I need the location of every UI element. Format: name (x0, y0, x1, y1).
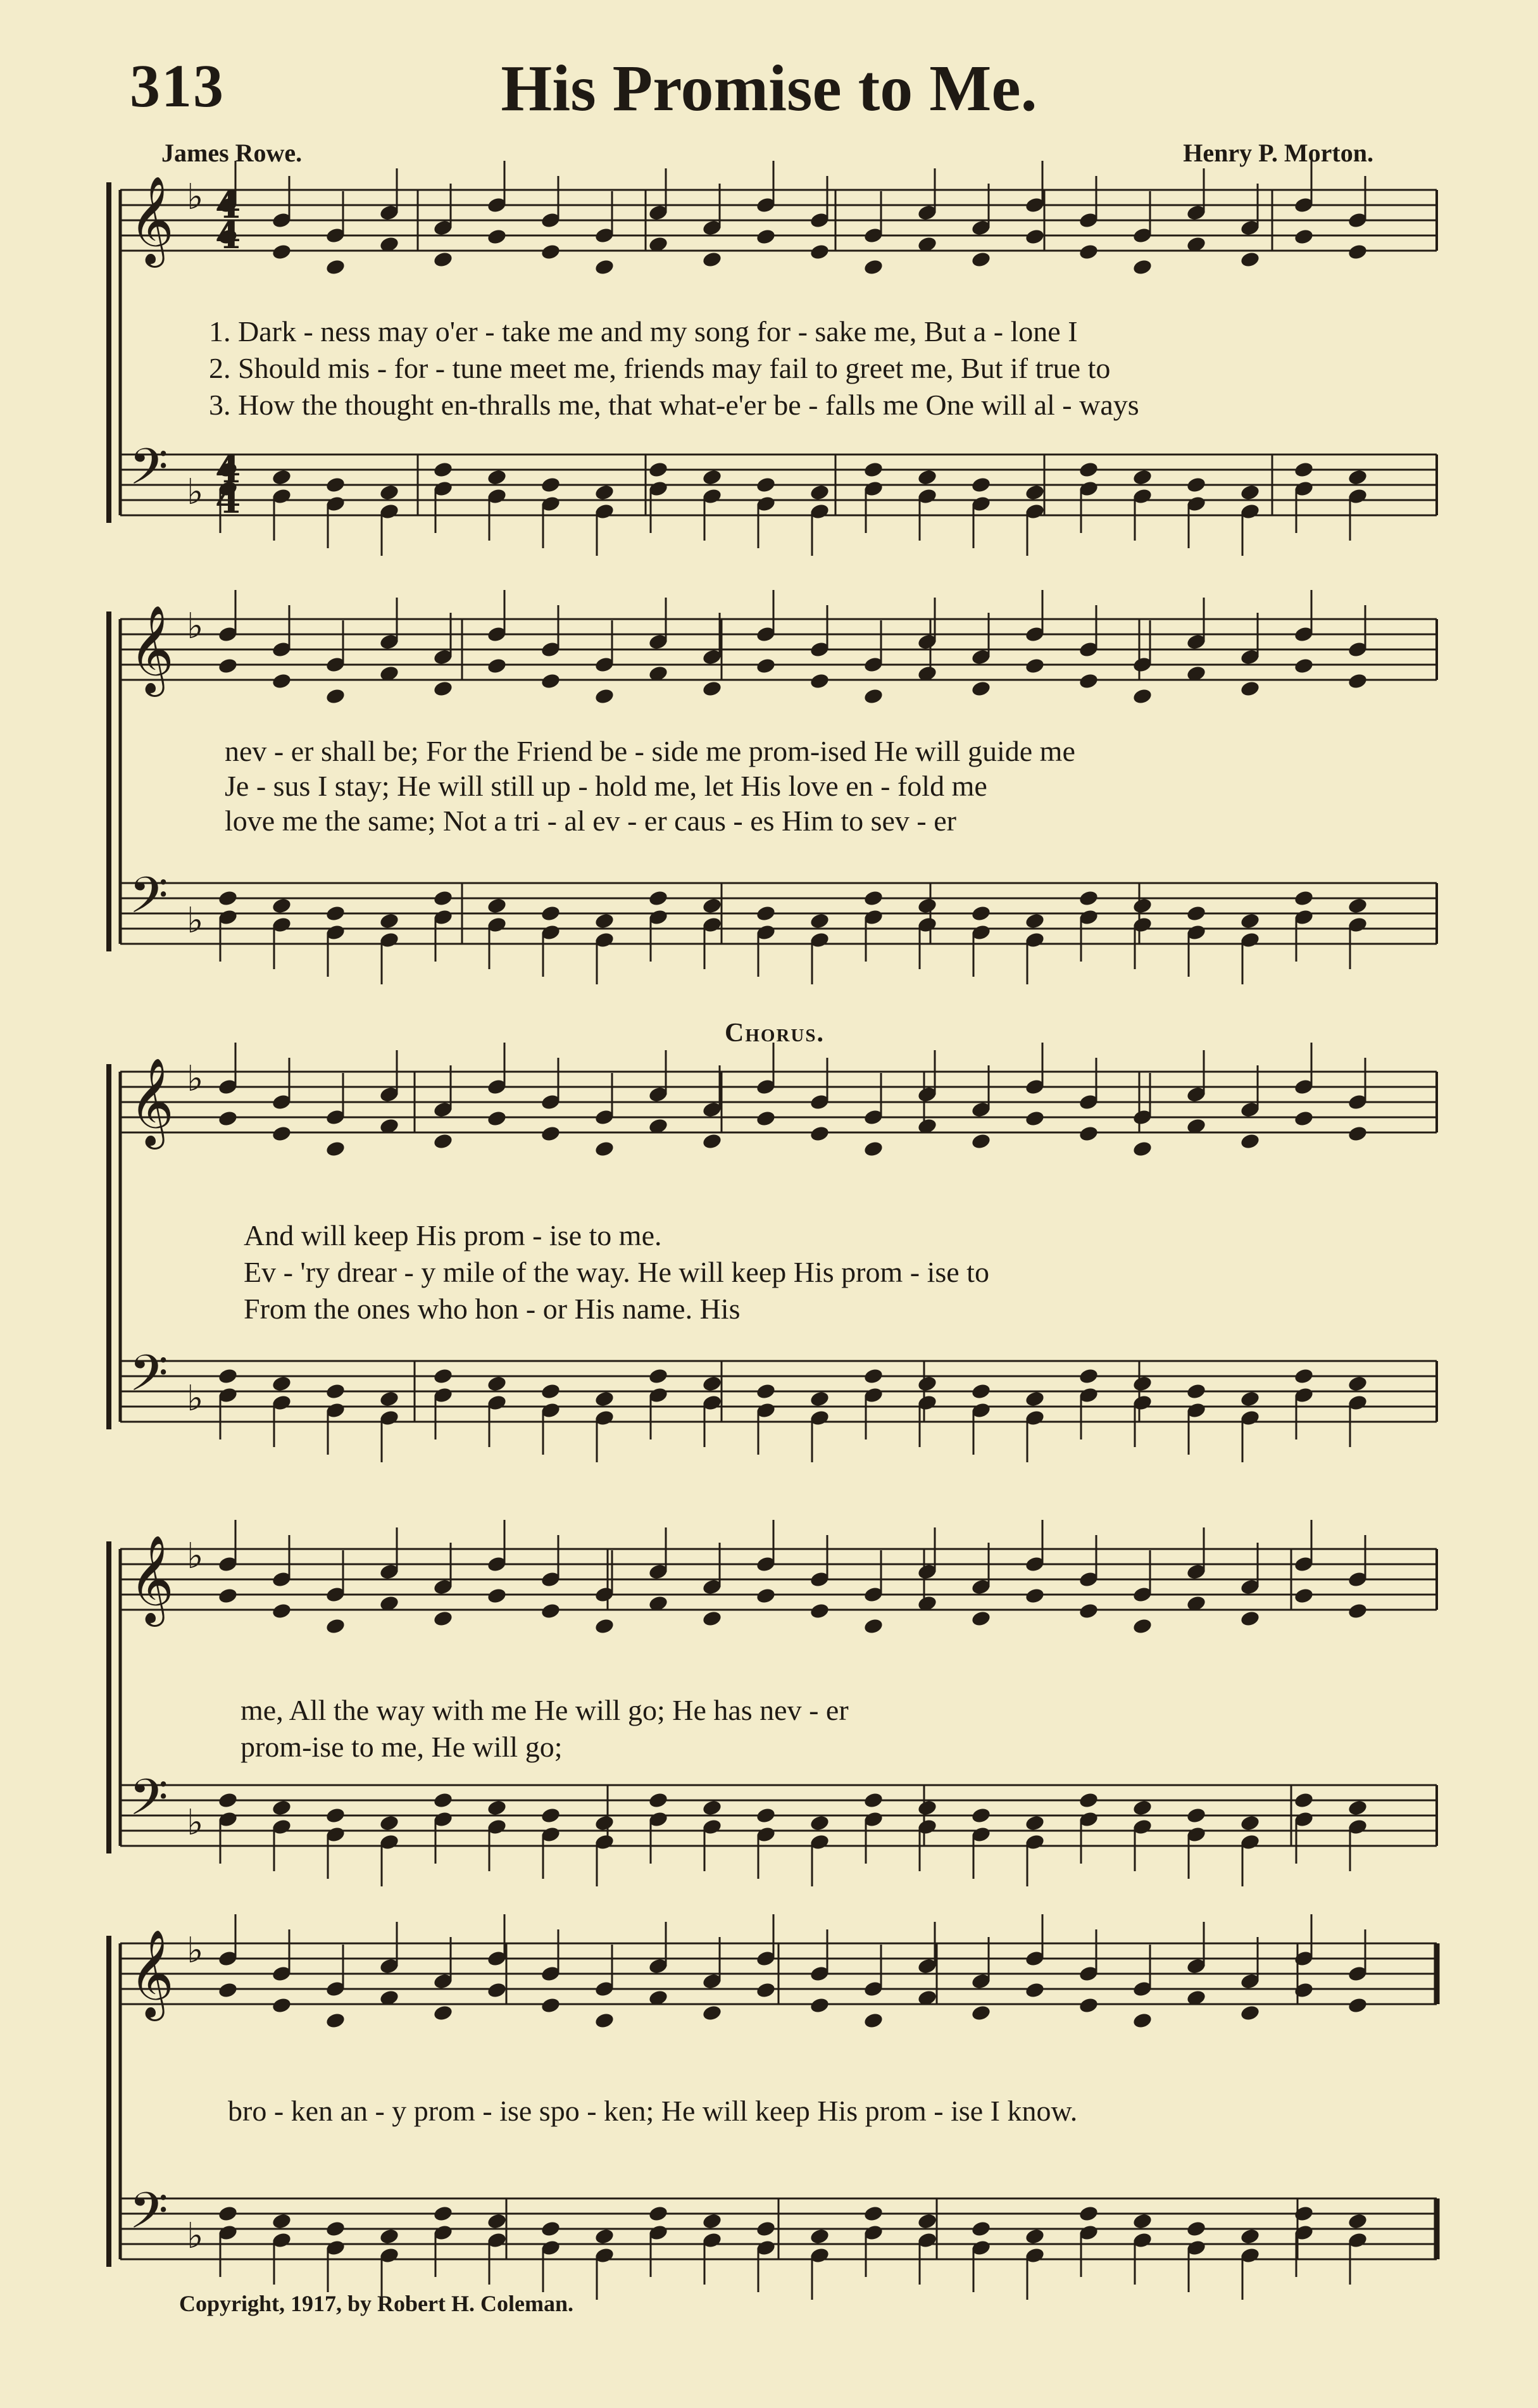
note-head (970, 1807, 991, 1824)
note-head (486, 1375, 507, 1393)
note-head (1347, 243, 1368, 261)
flat-key-signature-icon: ♭ (187, 900, 204, 941)
note-head (1239, 2228, 1260, 2245)
note-head (1024, 1814, 1045, 1832)
note-head (540, 1383, 561, 1400)
note-head (755, 1110, 776, 1127)
note-head (594, 687, 615, 705)
note-head (594, 912, 615, 930)
note-head (1024, 1587, 1045, 1605)
note-head (809, 912, 830, 930)
note-head (755, 905, 776, 922)
note-head (1078, 1367, 1099, 1385)
note-head (486, 1587, 507, 1605)
note-head (970, 476, 991, 494)
treble-clef-icon: 𝄞 (129, 1929, 174, 2017)
note-head (1293, 1587, 1314, 1605)
flat-key-signature-icon: ♭ (187, 1536, 204, 1577)
note-head (1024, 912, 1045, 930)
note-head (863, 1617, 884, 1635)
note-head (1078, 2205, 1099, 2223)
note-head (1132, 1617, 1153, 1635)
bass-clef-icon: 𝄢 (129, 1344, 168, 1415)
note-head (1293, 228, 1314, 246)
note-head (1293, 1791, 1314, 1809)
note-head (1347, 468, 1368, 486)
note-head (271, 897, 292, 915)
note-head (1239, 1132, 1260, 1150)
note-head (432, 251, 453, 268)
note-head (863, 1791, 884, 1809)
note-head (540, 2220, 561, 2238)
note-head (809, 672, 830, 690)
note-head (916, 897, 937, 915)
note-head (755, 1807, 776, 1824)
treble-clef-icon: 𝄞 (129, 605, 174, 693)
note-head (1078, 1791, 1099, 1809)
note-head (378, 484, 399, 501)
note-head (540, 672, 561, 690)
bass-clef-icon: 𝄢 (129, 437, 168, 508)
flat-key-signature-icon: ♭ (187, 2216, 204, 2257)
note-head (1239, 251, 1260, 268)
note-head (809, 1997, 830, 2014)
note-head (1293, 889, 1314, 907)
note-head (701, 1375, 722, 1393)
note-head (432, 2004, 453, 2022)
note-head (325, 687, 346, 705)
note-head (916, 1799, 937, 1817)
note-head (1293, 657, 1314, 675)
note-head (432, 2205, 453, 2223)
note-head (432, 1132, 453, 1150)
note-head (970, 2220, 991, 2238)
treble-clef-icon: 𝄞 (129, 1535, 174, 1623)
note-head (432, 461, 453, 479)
note-head (1293, 1110, 1314, 1127)
note-head (217, 1367, 238, 1385)
note-head (217, 1110, 238, 1127)
note-head (432, 1610, 453, 1627)
note-head (1078, 672, 1099, 690)
note-head (594, 1390, 615, 1408)
lyric-line: prom-ise to me, He will go; (241, 1731, 563, 1763)
note-head (325, 1617, 346, 1635)
note-head (1185, 476, 1206, 494)
note-head (1239, 680, 1260, 698)
bass-clef-icon: 𝄢 (129, 866, 168, 937)
note-head (432, 889, 453, 907)
note-head (916, 1375, 937, 1393)
note-head (755, 1981, 776, 1999)
note-head (755, 2220, 776, 2238)
note-head (970, 905, 991, 922)
note-head (271, 1602, 292, 1620)
note-head (970, 2004, 991, 2022)
copyright-notice: Copyright, 1917, by Robert H. Coleman. (179, 2291, 573, 2316)
lyric-line: bro - ken an - y prom - ise spo - ken; He will keep His prom - ise I know. (228, 2095, 1078, 2127)
note-head (1132, 2012, 1153, 2029)
note-head (1239, 1814, 1260, 1832)
note-head (755, 657, 776, 675)
time-signature: 4 (215, 479, 241, 522)
note-head (1185, 1383, 1206, 1400)
chorus-label: Chorus. (725, 1019, 825, 1048)
note-head (863, 687, 884, 705)
note-head (486, 897, 507, 915)
note-head (217, 1791, 238, 1809)
note-head (647, 889, 668, 907)
treble-clef-icon: 𝄞 (129, 1058, 174, 1146)
note-head (432, 1367, 453, 1385)
note-head (271, 243, 292, 261)
note-head (755, 1383, 776, 1400)
note-head (863, 1140, 884, 1158)
note-head (217, 889, 238, 907)
note-head (647, 1791, 668, 1809)
note-head (486, 1981, 507, 1999)
composer-credit: Henry P. Morton. (1183, 139, 1373, 167)
note-head (540, 1807, 561, 1824)
note-head (486, 228, 507, 246)
lyric-line: Je - sus I stay; He will still up - hold me, let His love en - fold me (225, 770, 987, 802)
note-head (809, 1125, 830, 1143)
note-head (486, 2212, 507, 2230)
note-head (486, 1799, 507, 1817)
note-head (325, 905, 346, 922)
note-head (1239, 912, 1260, 930)
note-head (1024, 484, 1045, 501)
note-head (432, 1791, 453, 1809)
note-head (1185, 2220, 1206, 2238)
note-head (755, 228, 776, 246)
note-head (540, 243, 561, 261)
note-head (594, 2228, 615, 2245)
note-head (1024, 1110, 1045, 1127)
note-head (217, 2205, 238, 2223)
note-head (647, 1367, 668, 1385)
flat-key-signature-icon: ♭ (187, 1058, 204, 1100)
note-head (863, 258, 884, 276)
note-head (1024, 2228, 1045, 2245)
lyric-line: nev - er shall be; For the Friend be - side me prom-ised He will guide me (225, 735, 1075, 767)
lyricist-credit: James Rowe. (161, 139, 303, 167)
note-head (271, 2212, 292, 2230)
note-head (701, 2212, 722, 2230)
note-head (325, 1807, 346, 1824)
note-head (701, 468, 722, 486)
flat-key-signature-icon: ♭ (187, 606, 204, 647)
note-head (217, 1587, 238, 1605)
note-head (594, 1617, 615, 1635)
note-head (916, 468, 937, 486)
note-head (540, 476, 561, 494)
note-head (701, 1799, 722, 1817)
note-head (325, 1383, 346, 1400)
note-head (809, 1390, 830, 1408)
note-head (863, 2012, 884, 2029)
note-head (486, 657, 507, 675)
note-head (217, 657, 238, 675)
note-head (1185, 905, 1206, 922)
note-head (1078, 1997, 1099, 2014)
flat-key-signature-icon: ♭ (187, 1930, 204, 1971)
flat-key-signature-icon: ♭ (187, 177, 204, 218)
note-head (1239, 1610, 1260, 1627)
note-head (1347, 2212, 1368, 2230)
lyric-line: Ev - 'ry drear - y mile of the way. He will keep His prom - ise to (244, 1256, 989, 1288)
note-head (1239, 2004, 1260, 2022)
lyric-line: And will keep His prom - ise to me. (244, 1219, 662, 1251)
note-head (594, 258, 615, 276)
note-head (271, 1997, 292, 2014)
note-head (540, 1125, 561, 1143)
note-head (1293, 1981, 1314, 1999)
note-head (540, 1602, 561, 1620)
note-head (378, 1390, 399, 1408)
note-head (1132, 2212, 1153, 2230)
note-head (378, 1814, 399, 1832)
note-head (755, 1587, 776, 1605)
note-head (970, 251, 991, 268)
note-head (594, 1814, 615, 1832)
note-head (701, 251, 722, 268)
note-head (1132, 1375, 1153, 1393)
note-head (1347, 1799, 1368, 1817)
note-head (970, 1610, 991, 1627)
note-head (970, 1132, 991, 1150)
note-head (540, 905, 561, 922)
lyric-line: me, All the way with me He will go; He has nev - er (241, 1694, 849, 1726)
note-head (486, 1110, 507, 1127)
note-head (271, 1799, 292, 1817)
note-head (916, 2212, 937, 2230)
note-head (1024, 657, 1045, 675)
note-head (1132, 258, 1153, 276)
note-head (701, 897, 722, 915)
lyric-line: 1. Dark - ness may o'er - take me and my song for - sake me, But a - lone I (209, 315, 1078, 348)
note-head (1239, 1390, 1260, 1408)
note-head (1347, 897, 1368, 915)
note-head (1078, 1602, 1099, 1620)
note-head (325, 2012, 346, 2029)
note-head (863, 461, 884, 479)
note-head (1132, 687, 1153, 705)
note-head (647, 2205, 668, 2223)
note-head (486, 468, 507, 486)
note-head (1293, 2205, 1314, 2223)
time-signature: 4 (215, 448, 241, 491)
note-head (594, 2012, 615, 2029)
note-head (755, 476, 776, 494)
time-signature: 4 (215, 214, 241, 257)
note-head (701, 2004, 722, 2022)
note-head (1078, 1125, 1099, 1143)
note-head (432, 680, 453, 698)
note-head (970, 1383, 991, 1400)
note-head (378, 912, 399, 930)
note-head (1132, 1140, 1153, 1158)
note-head (809, 1602, 830, 1620)
note-head (1078, 243, 1099, 261)
note-head (809, 2228, 830, 2245)
note-head (1078, 889, 1099, 907)
lyric-line: From the ones who hon - or His name. His (244, 1293, 741, 1325)
note-head (1132, 1799, 1153, 1817)
note-head (1024, 1390, 1045, 1408)
note-head (701, 1132, 722, 1150)
note-head (271, 672, 292, 690)
note-head (1347, 1997, 1368, 2014)
note-head (701, 680, 722, 698)
note-head (271, 468, 292, 486)
treble-clef-icon: 𝄞 (129, 176, 174, 264)
note-head (701, 1610, 722, 1627)
note-head (1185, 1807, 1206, 1824)
lyric-line: 2. Should mis - for - tune meet me, friends may fail to greet me, But if true to (209, 352, 1111, 384)
note-head (1132, 897, 1153, 915)
note-head (325, 258, 346, 276)
note-head (325, 1140, 346, 1158)
note-head (1239, 484, 1260, 501)
note-head (1347, 1125, 1368, 1143)
note-head (1347, 1602, 1368, 1620)
note-head (863, 889, 884, 907)
note-head (271, 1375, 292, 1393)
note-head (809, 484, 830, 501)
hymn-number: 313 (130, 52, 225, 120)
lyric-line: love me the same; Not a tri - al ev - er caus - es Him to sev - er (225, 805, 956, 837)
note-head (647, 461, 668, 479)
note-head (1024, 1981, 1045, 1999)
note-head (863, 1367, 884, 1385)
lyric-line: 3. How the thought en-thralls me, that what-e'er be - falls me One will al - ways (209, 389, 1139, 421)
note-head (1347, 672, 1368, 690)
note-head (594, 484, 615, 501)
hymn-title: His Promise to Me. (501, 52, 1037, 125)
note-head (1078, 461, 1099, 479)
note-head (217, 1981, 238, 1999)
note-head (325, 2220, 346, 2238)
time-signature: 4 (215, 184, 241, 227)
note-head (1132, 468, 1153, 486)
note-head (809, 1814, 830, 1832)
flat-key-signature-icon: ♭ (187, 472, 204, 513)
bass-clef-icon: 𝄢 (129, 1768, 168, 1839)
note-head (378, 2228, 399, 2245)
note-head (1024, 228, 1045, 246)
note-head (809, 243, 830, 261)
note-head (540, 1997, 561, 2014)
note-head (863, 2205, 884, 2223)
note-head (1293, 461, 1314, 479)
flat-key-signature-icon: ♭ (187, 1378, 204, 1419)
note-head (1347, 1375, 1368, 1393)
note-head (594, 1140, 615, 1158)
note-head (970, 680, 991, 698)
flat-key-signature-icon: ♭ (187, 1802, 204, 1843)
bass-clef-icon: 𝄢 (129, 2181, 168, 2252)
note-head (325, 476, 346, 494)
note-head (271, 1125, 292, 1143)
note-head (1293, 1367, 1314, 1385)
